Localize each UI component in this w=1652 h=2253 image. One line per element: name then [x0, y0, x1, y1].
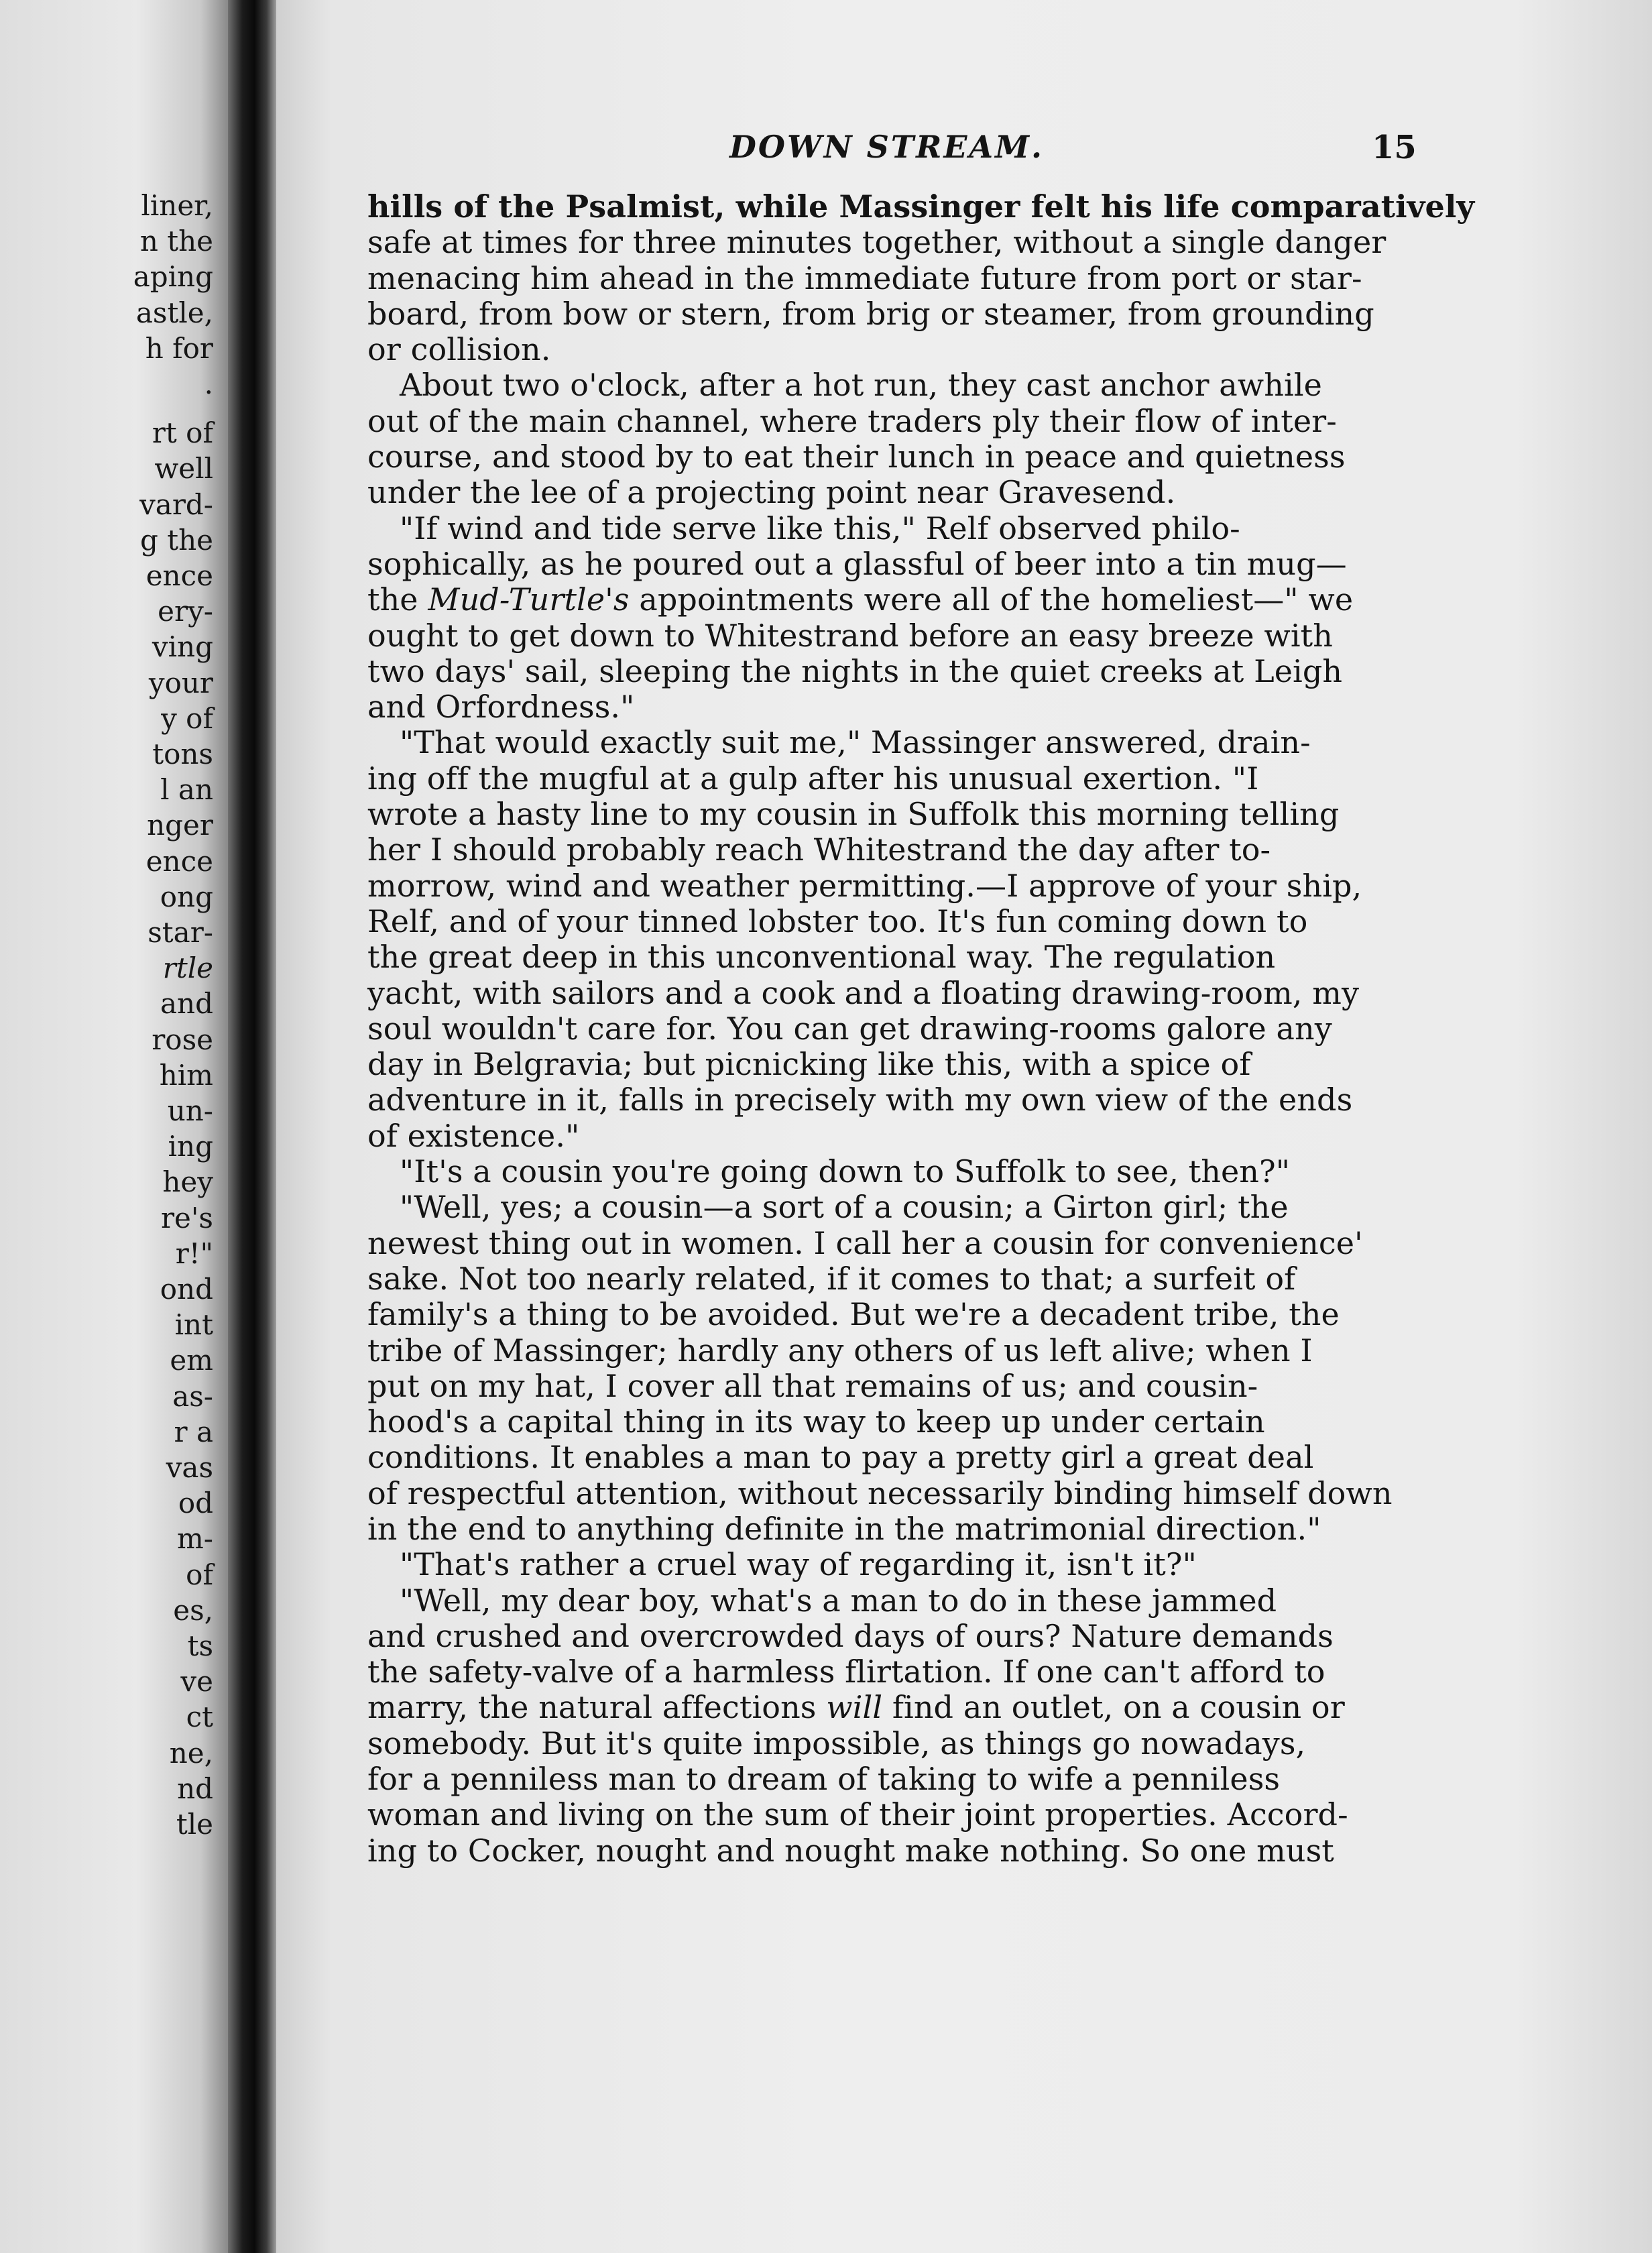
left-page-fragment: r a: [174, 1415, 213, 1448]
text-line: hills of the Psalmist, while Massinger felt his life comparatively: [367, 188, 1475, 225]
left-page-fragment: em: [170, 1344, 213, 1377]
text-line: conditions. It enables a man to pay a pretty girl a great deal: [367, 1439, 1314, 1476]
left-page-fragment: ct: [186, 1700, 213, 1734]
line-text: marry, the natural affections: [367, 1689, 817, 1726]
text-line: hood's a capital thing in its way to keep up under certain: [367, 1403, 1265, 1440]
left-page-fragment: ing: [168, 1130, 213, 1163]
text-line: the safety-valve of a harmless flirtation. If one can't afford to: [367, 1654, 1325, 1690]
line-text: "That's rather a cruel way of regarding it, isn't it?": [400, 1546, 1197, 1583]
left-page-fragment: od: [178, 1487, 213, 1520]
left-page-fragment: m-: [176, 1522, 213, 1556]
left-page: [0, 0, 228, 2253]
left-page-fragment: rtle: [162, 951, 213, 985]
left-page-fragment: h for: [145, 331, 213, 365]
italic-boat-name: Mud-Turtle's: [428, 581, 630, 618]
text-line: ought to get down to Whitestrand before an easy breeze with: [367, 617, 1333, 654]
text-line: yacht, with sailors and a cook and a floating drawing-room, my: [367, 974, 1360, 1011]
text-line: her I should probably reach Whitestrand the day after to-: [367, 831, 1271, 868]
text-line: newest thing out in women. I call her a cousin for convenience': [367, 1224, 1363, 1261]
line-text: About two o'clock, after a hot run, they cast anchor awhile: [400, 367, 1322, 404]
text-line: Relf, and of your tinned lobster too. It's fun coming down to: [367, 903, 1308, 939]
body-text: [367, 189, 1652, 1869]
italic-emphasis: will: [826, 1689, 883, 1726]
text-line: morrow, wind and weather permitting.—I approve of your ship,: [367, 867, 1362, 904]
paragraph-start-line: [367, 1583, 1652, 1619]
text-line: the great deep in this unconventional way. The regulation: [367, 939, 1276, 976]
text-line: somebody. But it's quite impossible, as things go nowadays,: [367, 1725, 1306, 1761]
left-page-fragment: and: [160, 987, 213, 1021]
line-text: "Well, yes; a cousin—a sort of a cousin; a Girton girl; the: [400, 1189, 1289, 1226]
left-page-fragment: .: [204, 367, 213, 400]
line-text: "That would exactly suit me," Massinger answered, drain-: [400, 724, 1311, 761]
right-page: [276, 0, 1652, 2253]
left-page-fragment: ving: [152, 630, 213, 664]
left-page-fragment: nger: [147, 809, 213, 842]
text-line: wrote a hasty line to my cousin in Suffolk this morning telling: [367, 796, 1340, 833]
left-page-fragment: vard-: [139, 487, 213, 521]
paragraph-start-line: [367, 1190, 1652, 1225]
left-page-fragment: y of: [161, 701, 213, 735]
text-line: and crushed and overcrowded days of ours? Nature demands: [367, 1617, 1334, 1654]
text-line: soul wouldn't care for. You can get drawing-rooms galore any: [367, 1010, 1332, 1047]
text-line: [367, 1690, 1652, 1725]
left-page-fragment: ve: [180, 1665, 213, 1698]
paragraph-start-line: [367, 725, 1652, 760]
left-page-fragment: as-: [172, 1379, 213, 1413]
page-number: 15: [1372, 129, 1417, 166]
left-page-fragment: rt of: [152, 416, 213, 450]
page-header: [276, 129, 1652, 169]
left-page-fragment: vas: [166, 1451, 213, 1484]
text-line: ing off the mugful at a gulp after his unusual exertion. "I: [367, 760, 1259, 797]
text-line: of respectful attention, without necessarily binding himself down: [367, 1475, 1393, 1511]
text-line: ing to Cocker, nought and nought make nothing. So one must: [367, 1832, 1334, 1869]
line-text: appointments were all of the homeliest—" we: [639, 581, 1354, 618]
text-line: or collision.: [367, 331, 551, 368]
text-line: [367, 582, 1652, 618]
left-page-fragment: hey: [162, 1165, 213, 1199]
left-page-fragment: him: [159, 1058, 213, 1092]
left-page-fragment: nd: [177, 1772, 213, 1805]
text-line: safe at times for three minutes together, without a single danger: [367, 224, 1386, 261]
paragraph-start-line: [367, 367, 1652, 403]
text-line: course, and stood by to eat their lunch in peace and quietness: [367, 439, 1346, 475]
left-page-fragment: star-: [148, 916, 213, 949]
text-line: board, from bow or stern, from brig or steamer, from grounding: [367, 295, 1374, 332]
left-page-fragment: tons: [152, 738, 213, 770]
text-line: family's a thing to be avoided. But we're a decadent tribe, the: [367, 1296, 1340, 1333]
left-page-fragment: your: [148, 666, 213, 699]
left-page-fragment: ts: [187, 1629, 213, 1662]
text-line: put on my hat, I cover all that remains of us; and cousin-: [367, 1367, 1258, 1404]
text-line: and Orfordness.": [367, 689, 635, 726]
text-line: day in Belgravia; but picnicking like this, with a spice of: [367, 1046, 1251, 1083]
left-page-fragment: ong: [160, 880, 213, 913]
left-page-fragment: re's: [160, 1201, 213, 1234]
left-page-fragment: es,: [173, 1593, 213, 1627]
line-text: "Well, my dear boy, what's a man to do in these jammed: [400, 1582, 1277, 1619]
text-line: two days' sail, sleeping the nights in the quiet creeks at Leigh: [367, 652, 1343, 689]
text-line: of existence.": [367, 1117, 580, 1154]
text-line: out of the main channel, where traders ply their flow of inter-: [367, 402, 1337, 439]
text-line: menacing him ahead in the immediate future from port or star-: [367, 259, 1362, 296]
left-page-fragment: ond: [160, 1273, 213, 1306]
left-page-fragment: l an: [160, 773, 213, 807]
left-page-fragment: ence: [145, 559, 213, 592]
left-page-fragment: ne,: [169, 1736, 213, 1770]
text-line: woman and living on the sum of their joint properties. Accord-: [367, 1796, 1348, 1833]
left-page-fragment: r!": [175, 1236, 213, 1270]
text-line: sophically, as he poured out a glassful of beer into a tin mug—: [367, 545, 1347, 582]
text-line: under the lee of a projecting point near Gravesend.: [367, 474, 1176, 511]
left-page-fragment: of: [186, 1558, 213, 1591]
text-line: sake. Not too nearly related, if it comes to that; a surfeit of: [367, 1260, 1296, 1297]
left-page-fragment: n the: [139, 225, 213, 258]
line-text: find an outlet, on a cousin or: [892, 1689, 1345, 1726]
left-page-fragment: g the: [139, 523, 213, 557]
paragraph-start-line: [367, 511, 1652, 546]
line-text: "If wind and tide serve like this," Relf observed philo-: [400, 510, 1240, 546]
left-page-fragment: tle: [176, 1808, 213, 1841]
text-line: in the end to anything definite in the matrimonial direction.": [367, 1510, 1321, 1547]
text-line: tribe of Massinger; hardly any others of us left alive; when I: [367, 1332, 1313, 1369]
book-gutter: [228, 0, 276, 2253]
left-page-fragment: int: [174, 1308, 213, 1342]
text-line: for a penniless man to dream of taking to wife a penniless: [367, 1761, 1281, 1798]
left-page-fragment: rose: [152, 1023, 213, 1056]
text-line: adventure in it, falls in precisely with my own view of the ends: [367, 1082, 1353, 1118]
left-page-fragment: ence: [145, 844, 213, 878]
paragraph-start-line: [367, 1154, 1652, 1190]
left-page-fragment: liner,: [141, 189, 213, 222]
line-text: "It's a cousin you're going down to Suffolk to see, then?": [400, 1153, 1291, 1190]
left-page-fragment: un-: [167, 1094, 213, 1127]
left-page-fragment: well: [154, 452, 213, 485]
paragraph-start-line: [367, 1547, 1652, 1582]
left-page-fragment: ery-: [158, 595, 213, 628]
line-text: the: [367, 581, 418, 618]
running-head: DOWN STREAM.: [729, 129, 1045, 165]
left-page-fragment: astle,: [135, 296, 213, 329]
left-page-fragment: aping: [133, 260, 213, 294]
